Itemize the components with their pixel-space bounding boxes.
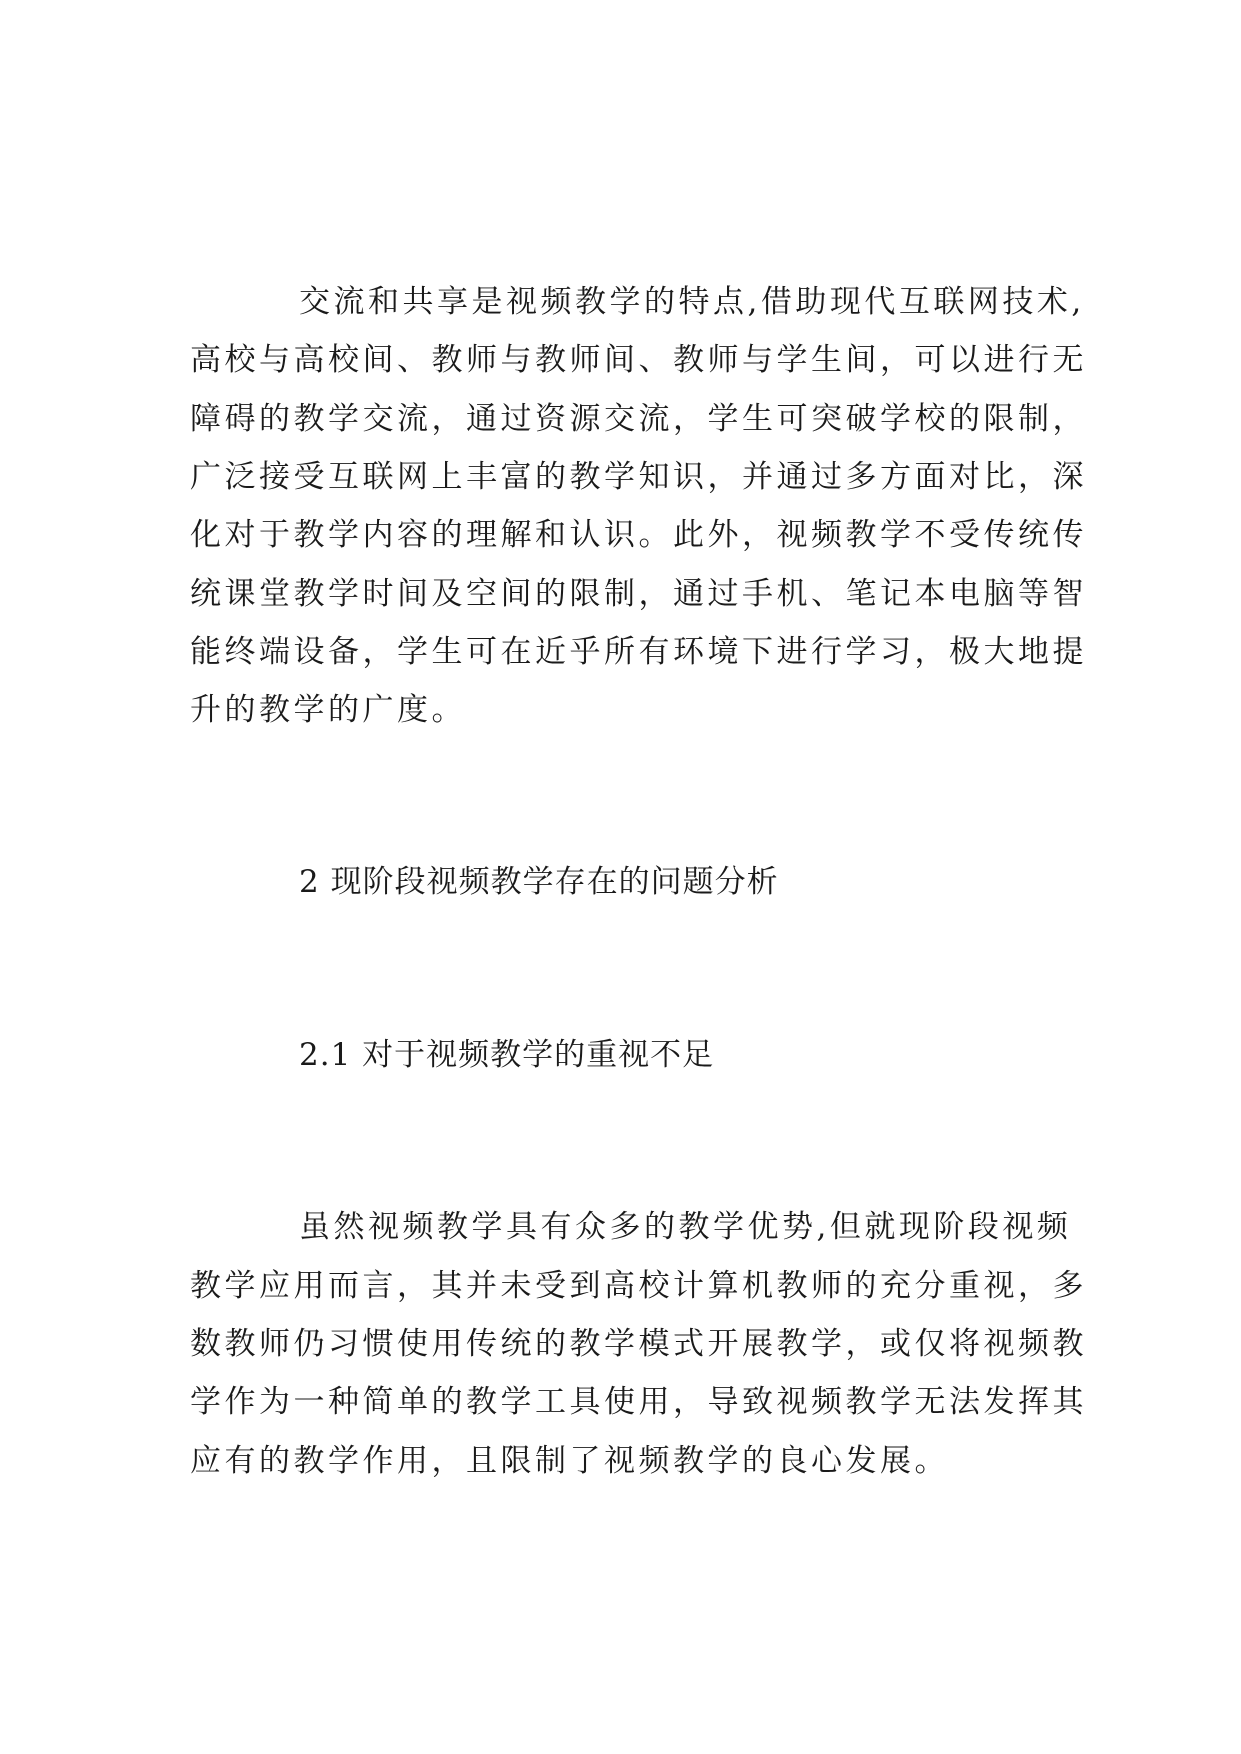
paragraph-line: 高校与高校间、教师与教师间、教师与学生间，可以进行无 [190, 342, 1087, 378]
paragraph-line: 障碍的教学交流，通过资源交流，学生可突破学校的限制， [190, 401, 1087, 437]
paragraph-line: 统课堂教学时间及空间的限制，通过手机、笔记本电脑等智 [190, 576, 1087, 612]
paragraph-line: 数教师仍习惯使用传统的教学模式开展教学，或仅将视频教 [190, 1326, 1087, 1362]
paragraph-line: 升的教学的广度。 [190, 692, 466, 728]
paragraph-line: 交流和共享是视频教学的特点,借助现代互联网技术, [299, 284, 1085, 320]
section-heading-2: 2 现阶段视频教学存在的问题分析 [299, 864, 779, 900]
section-heading-2-1: 2.1 对于视频教学的重视不足 [299, 1037, 715, 1073]
paragraph-line: 虽然视频教学具有众多的教学优势,但就现阶段视频 [299, 1209, 1072, 1245]
paragraph-line: 教学应用而言，其并未受到高校计算机教师的充分重视，多 [190, 1268, 1087, 1304]
paragraph-line: 能终端设备，学生可在近乎所有环境下进行学习，极大地提 [190, 634, 1087, 670]
paragraph-line: 应有的教学作用，且限制了视频教学的良心发展。 [190, 1443, 949, 1479]
paragraph-line: 广泛接受互联网上丰富的教学知识，并通过多方面对比，深 [190, 459, 1087, 495]
paragraph-line: 化对于教学内容的理解和认识。此外，视频教学不受传统传 [190, 517, 1087, 553]
paragraph-line: 学作为一种简单的教学工具使用，导致视频教学无法发挥其 [190, 1384, 1087, 1420]
